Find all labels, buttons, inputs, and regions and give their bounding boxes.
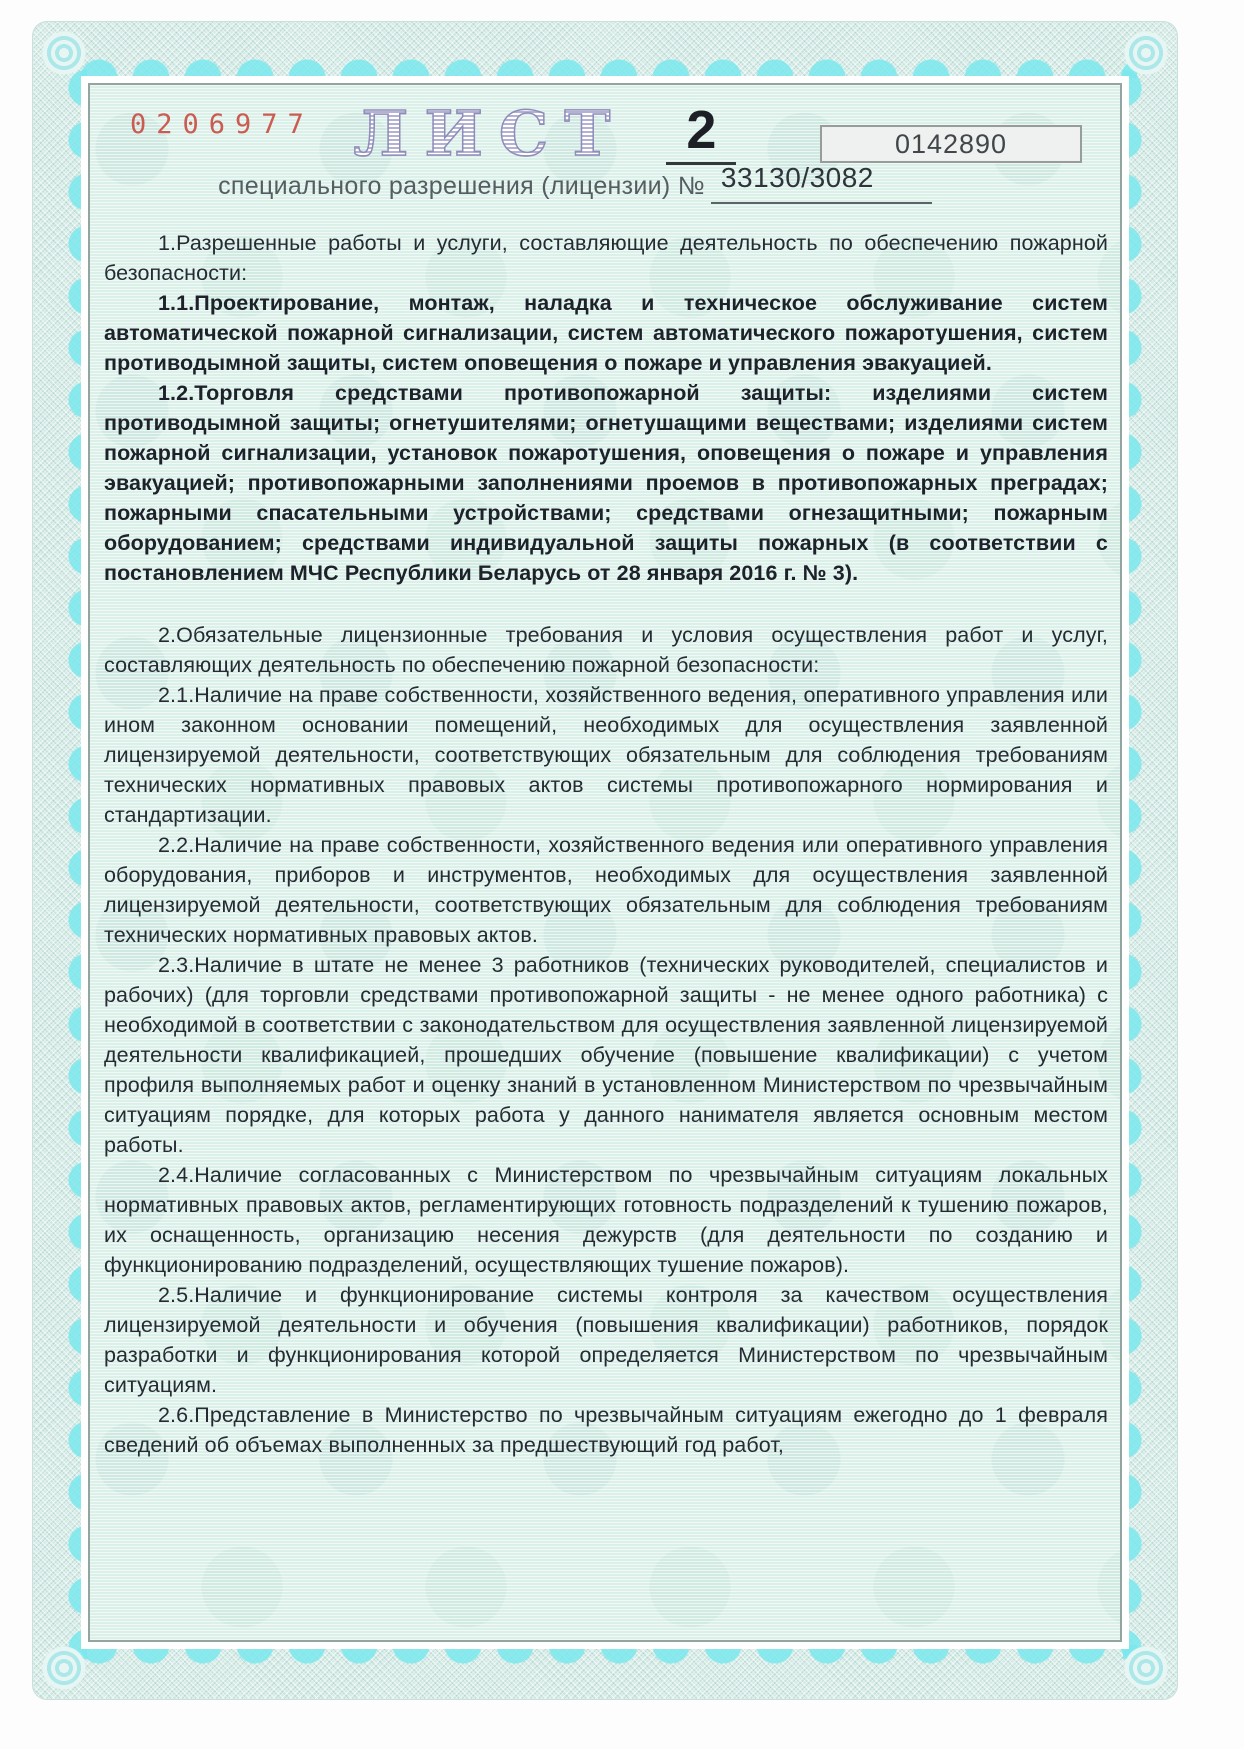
sheet-number: 2 (666, 105, 736, 165)
license-number-underline (711, 162, 932, 204)
paragraph-2-1: 2.1.Наличие на праве собственности, хозяйственного ведения, оперативного управления или ином законном основании помещений, необходимых для осуществления заявленной лицензируемой деятельности, соответствующих обязательным для соблюдения требованиям технических нормативных правовых актов системы противопожарного нормирования и стандартизации. (104, 683, 1108, 827)
subtitle-label: специального разрешения (лицензии) № (218, 172, 705, 200)
scallop-ornament-right (1123, 62, 1163, 1659)
paragraph-2-6: 2.6.Представление в Министерство по чрезвычайным ситуациям ежегодно до 1 февраля сведений об объемах выполненных за предшествующий год работ, (104, 1403, 1108, 1457)
scallop-ornament-top (73, 38, 1137, 78)
paragraph-2-4: 2.4.Наличие согласованных с Министерством по чрезвычайным ситуациям локальных нормативных правовых актов, регламентирующих готовность подразделений к тушению пожаров, их оснащенность, организацию несения дежурств (для деятельности по созданию и функционированию подразделений, осуществляющих тушение пожаров). (104, 1163, 1108, 1277)
paragraph-2-2: 2.2.Наличие на праве собственности, хозяйственного ведения или оперативного управления оборудования, приборов и инструментов, необходимых для осуществления заявленной лицензируемой деятельности, соответствующих обязательным для соблюдения требованиям технических нормативных правовых актов. (104, 833, 1108, 947)
corner-rosette-icon (1120, 1642, 1172, 1694)
scallop-ornament-left (47, 62, 87, 1659)
paragraph-1: 1.Разрешенные работы и услуги, составляющие деятельность по обеспечению пожарной безопасности: (104, 231, 1108, 285)
corner-rosette-icon (38, 27, 90, 79)
license-number: 33130/3082 (720, 162, 874, 193)
sheet-word: ЛИСТ (353, 97, 627, 170)
paragraph-1-2: 1.2.Торговля средствами противопожарной защиты: изделиями систем противодымной защиты; огнетушителями; огнетушащими веществами; изделиями систем пожарной сигнализации, установок пожаротушения, оповещения о пожаре и управления эвакуацией; противопожарными заполнениями проемов в противопожарных преградах; пожарными спасательными устройствами; средствами огнезащитными; пожарным оборудованием; средствами индивидуальной защиты пожарных (в соответствии с постановлением МЧС Республики Беларусь от 28 января 2016 г. № 3). (104, 381, 1108, 585)
paragraph-2: 2.Обязательные лицензионные требования и условия осуществления работ и услуг, составляющих деятельность по обеспечению пожарной безопасности: (104, 623, 1108, 677)
certificate-body (88, 83, 1122, 1642)
paragraph-2-5: 2.5.Наличие и функционирование системы контроля за качеством осуществления лицензируемой деятельности и обучения (повышения квалификации) работников, порядок разработки и функционирования которой определяется Министерством по чрезвычайным ситуациям. (104, 1283, 1108, 1397)
paragraph-2-3: 2.3.Наличие в штате не менее 3 работников (технических руководителей, специалистов и рабочих) (для торговли средствами противопожарной защиты - не менее одного работника) с необходимой в соответствии с законодательством для осуществления заявленной лицензируемой деятельности квалификацией, прошедших обучение (повышение квалификации) с учетом профиля выполняемых работ и оценку знаний в установленном Министерством по чрезвычайным ситуациям порядке, для которых работа у данного нанимателя является основным местом работы. (104, 953, 1108, 1157)
form-number: 0142890 (894, 128, 1008, 159)
sheet-title (30, 97, 1060, 170)
license-subtitle (60, 162, 1090, 204)
paragraph-1-1: 1.1.Проектирование, монтаж, наладка и техническое обслуживание систем автоматической пожарной сигнализации, систем автоматического пожаротушения, систем противодымной защиты, систем оповещения о пожаре и управления эвакуацией. (104, 291, 1108, 375)
corner-rosette-icon (1120, 27, 1172, 79)
scallop-ornament-bottom (73, 1645, 1137, 1685)
license-text (90, 204, 1120, 1460)
red-serial-number: 0206977 (130, 109, 314, 140)
corner-rosette-icon (38, 1642, 90, 1694)
